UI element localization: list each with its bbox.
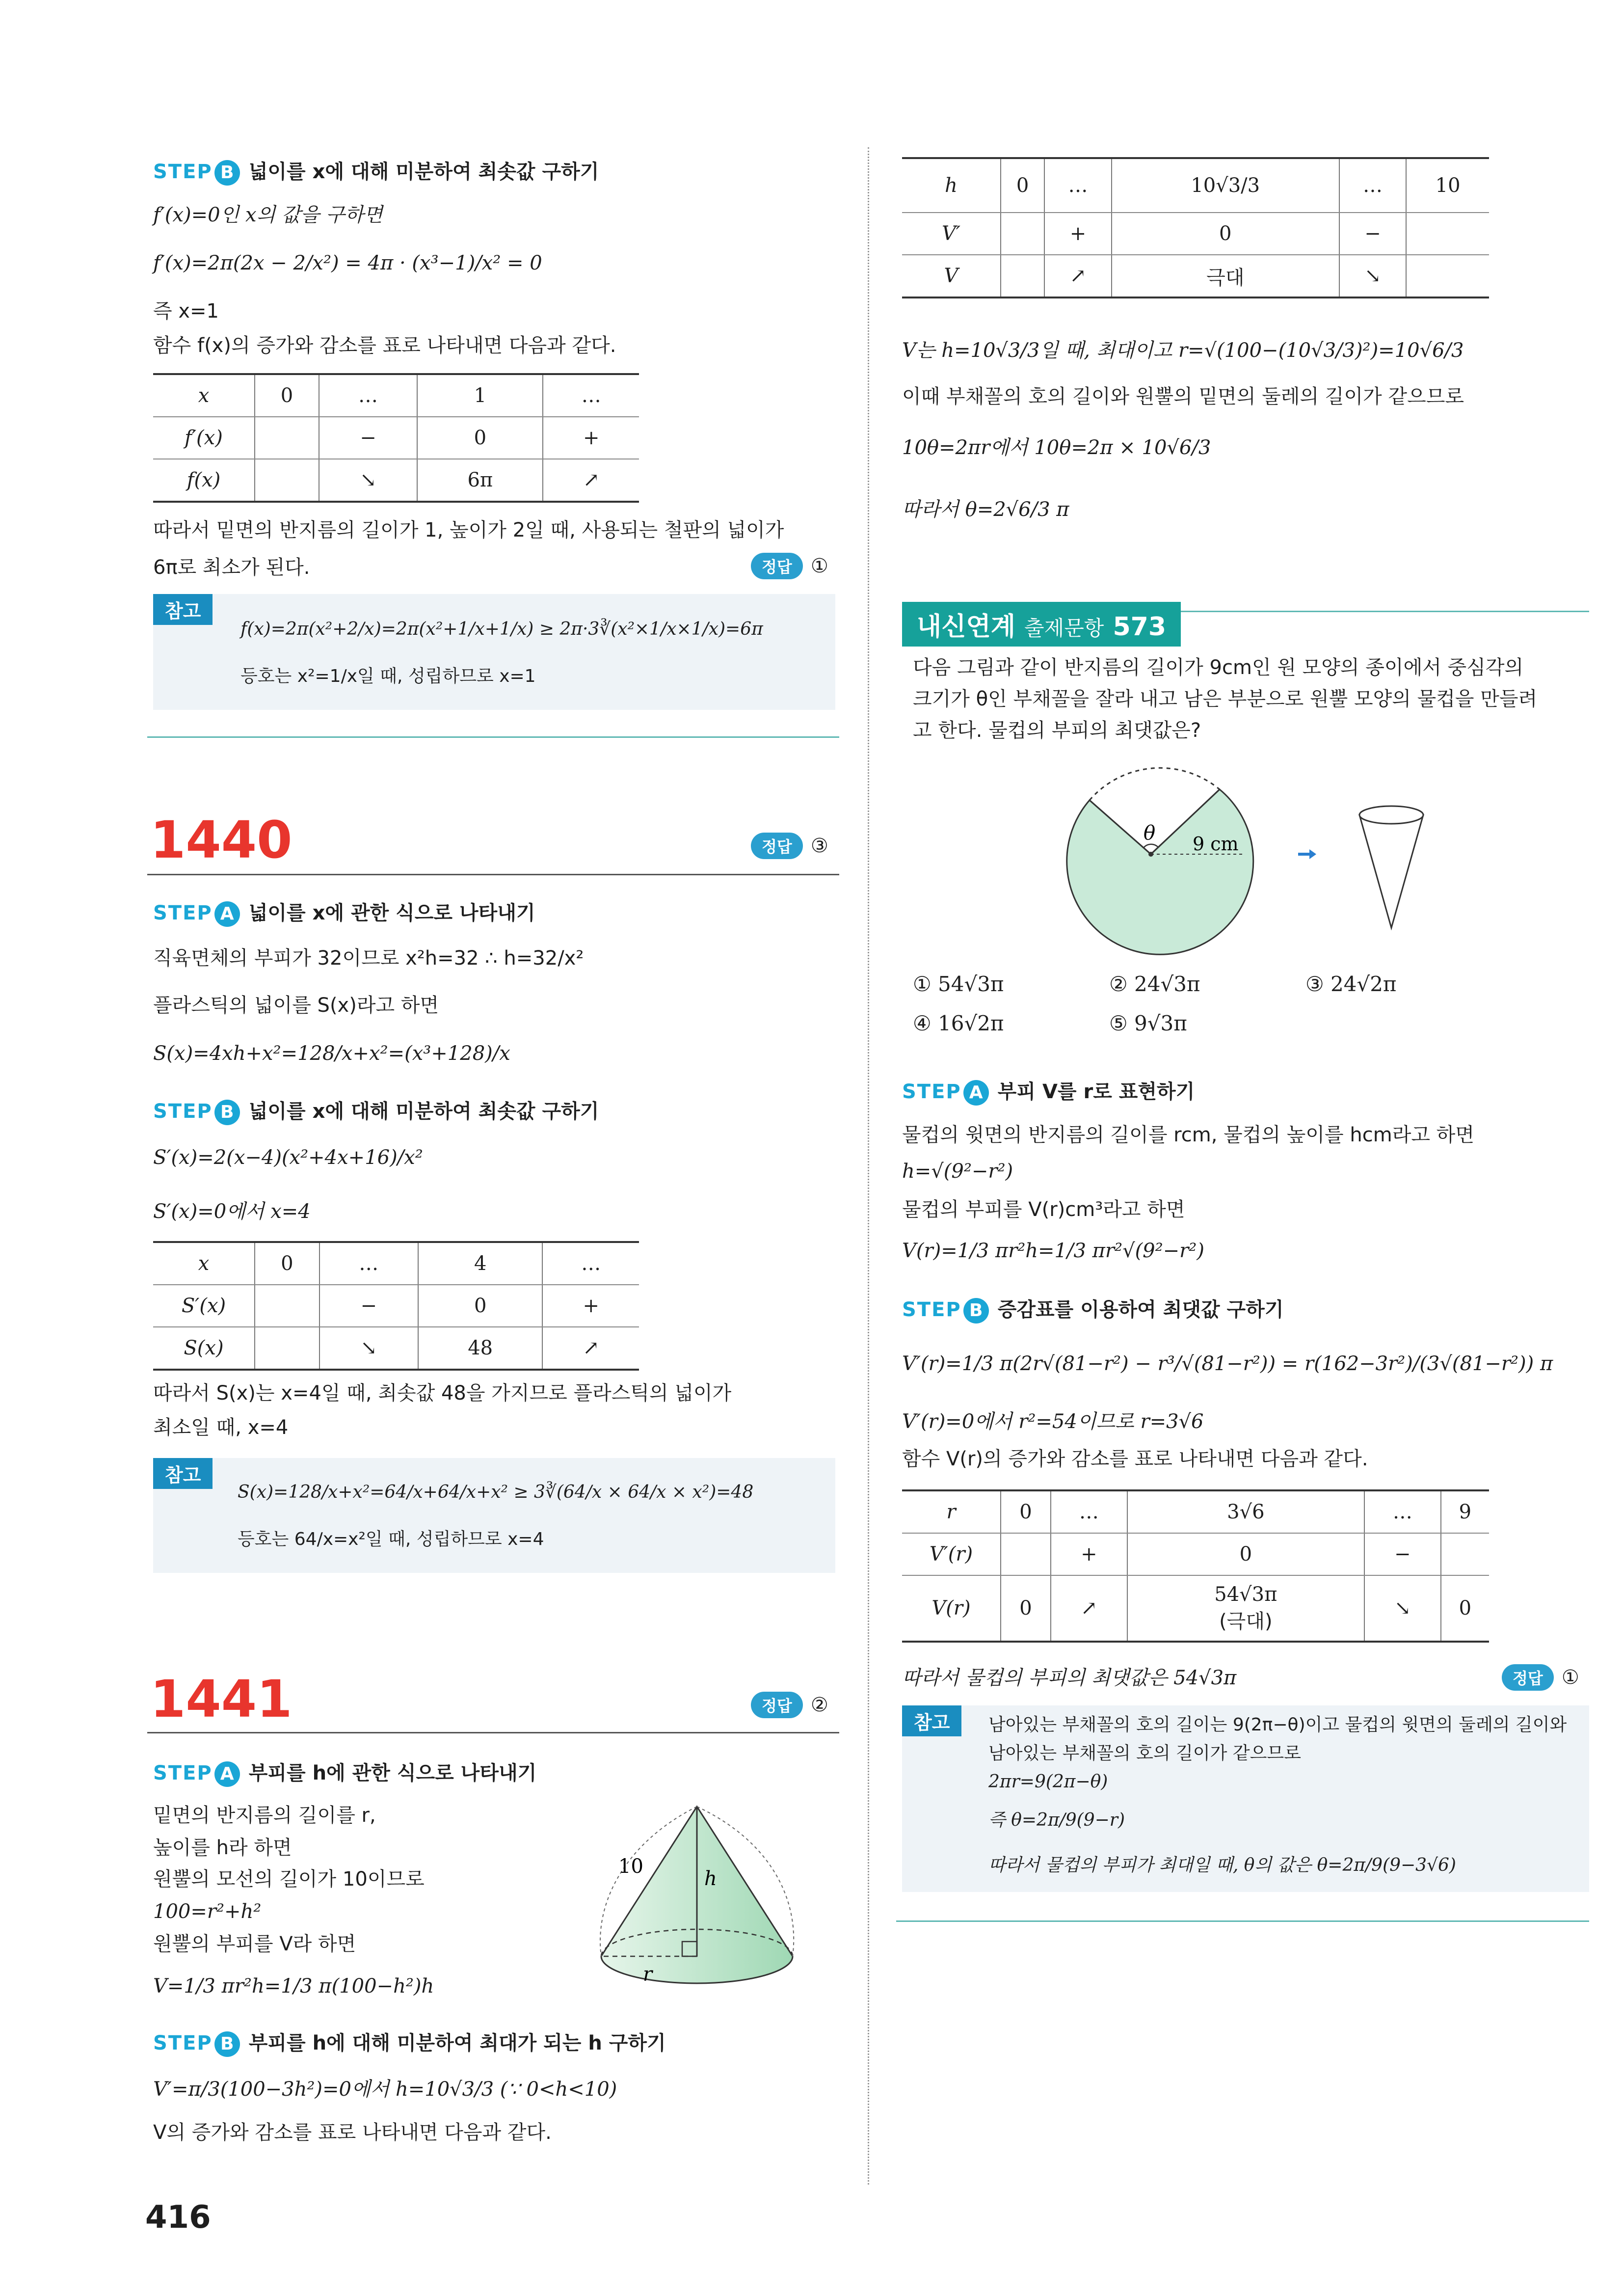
cone-cup-rim [1359,806,1423,824]
note-line: 남아있는 부채꼴의 호의 길이는 9(2π−θ)이고 물컵의 윗면의 둘레의 길이와 [988,1715,1567,1735]
cone-cup [1359,815,1423,928]
option-1[interactable]: ① 54√3π [913,972,1004,996]
step-b-heading: STEP B 넓이를 x에 대해 미분하여 최솟값 구하기 [153,156,599,186]
solution-line: 즉 x=1 [153,300,219,323]
radius-label: 9 cm [1193,833,1239,855]
conclusion-line: 따라서 물컵의 부피의 최댓값은 54√3π [902,1667,1237,1689]
theta-label: θ [1144,822,1156,844]
solution-line: 원뿔의 모선의 길이가 10이므로 [153,1868,425,1891]
solution-line: 높이를 h라 하면 [153,1837,292,1859]
answer-badge: 정답 ① [751,553,828,579]
solution-line: 100=r²+h² [153,1900,262,1923]
note-tag: 참고 [902,1705,961,1736]
note-box [153,594,835,710]
solution-line: V(r)=1/3 πr²h=1/3 πr²√(9²−r²) [902,1240,1204,1262]
solution-line: 플라스틱의 넓이를 S(x)라고 하면 [153,994,439,1017]
question-line: 고 한다. 물컵의 부피의 최댓값은? [913,719,1201,742]
solution-line: h=√(9²−r²) [902,1160,1013,1183]
note-tag: 참고 [153,1458,213,1489]
solution-line: S(x)=4xh+x²=128/x+x²=(x³+128)/x [153,1042,510,1065]
step-b-heading: STEP B 증감표를 이용하여 최댓값 구하기 [902,1294,1283,1324]
option-5[interactable]: ⑤ 9√3π [1109,1011,1187,1035]
remaining-sector [1067,789,1253,954]
angle-mark [1144,844,1158,848]
answer-badge: 정답 ③ [751,833,828,859]
section-divider [896,1920,1589,1922]
variation-table: r 0 … 3√6 … 9 V′(r) + 0 − V(r) 0 ↗ 54√3π (극대) ↘ 0 [902,1489,1489,1643]
reference-header: 내신연계 출제문항 573 [902,602,1181,647]
conclusion-line: 따라서 S(x)는 x=4일 때, 최솟값 48을 가지므로 플라스틱의 넓이가 [153,1382,732,1405]
note-line: 등호는 64/x=x²일 때, 성립하므로 x=4 [238,1529,544,1549]
conclusion-line: 최소일 때, x=4 [153,1416,289,1439]
question-line: 크기가 θ인 부채꼴을 잘라 내고 남은 부분으로 원뿔 모양의 물컵을 만들려 [913,688,1538,710]
solution-line: 10θ=2πr에서 10θ=2π × 10√6/3 [902,436,1211,459]
solution-line: 함수 V(r)의 증가와 감소를 표로 나타내면 다음과 같다. [902,1448,1368,1470]
solution-line: 물컵의 윗면의 반지름의 길이를 rcm, 물컵의 높이를 hcm라고 하면 [902,1124,1474,1146]
arrow-icon [1309,849,1316,859]
problem-rule [147,874,839,875]
variation-table: h 0 … 10√3/3 … 10 V′ + 0 − V ↗ 극대 ↘ [902,157,1489,298]
solution-line: V′(r)=1/3 π(2r√(81−r²) − r³/√(81−r²)) = r(162−3r²)/(3√(81−r²)) π [902,1352,1553,1375]
step-a-heading: STEP A 부피를 h에 관한 식으로 나타내기 [153,1757,536,1787]
note-line: S(x)=128/x+x²=64/x+64/x+x² ≥ 3∛(64/x × 64/x × x²)=48 [238,1482,754,1502]
problem-number: 1440 [150,810,293,870]
step-b-heading: STEP B 부피를 h에 대해 미분하여 최대가 되는 h 구하기 [153,2027,666,2057]
solution-line: S′(x)=0에서 x=4 [153,1200,311,1223]
answer-badge: 정답 ① [1502,1664,1579,1691]
section-divider [147,736,839,738]
note-line: f(x)=2π(x²+2/x)=2π(x²+1/x+1/x) ≥ 2π·3∛(x²×1/x×1/x)=6π [240,619,763,639]
answer-badge: 정답 ② [751,1692,828,1718]
page-number: 416 [145,2199,211,2236]
conclusion-line: 따라서 밑면의 반지름의 길이가 1, 높이가 2일 때, 사용되는 철판의 넓이가 [153,519,784,541]
question-line: 다음 그림과 같이 반지름의 길이가 9cm인 원 모양의 종이에서 중심각의 [913,656,1524,679]
height-label: h [704,1867,717,1890]
slant-label: 10 [618,1855,643,1878]
note-line: 따라서 물컵의 부피가 최대일 때, θ의 값은 θ=2π/9(9−3√6) [988,1855,1456,1875]
note-line: 등호는 x²=1/x일 때, 성립하므로 x=1 [240,666,536,686]
note-line: 남아있는 부채꼴의 호의 길이가 같으므로 [988,1743,1301,1763]
note-box [153,1458,835,1573]
step-a-heading: STEP A 부피 V를 r로 표현하기 [902,1076,1195,1106]
solution-line: f′(x)=0인 x의 값을 구하면 [153,204,383,226]
note-line: 즉 θ=2π/9(9−r) [988,1810,1125,1830]
option-2[interactable]: ② 24√3π [1109,972,1200,996]
solution-line: 따라서 θ=2√6/3 π [902,498,1069,521]
variation-table: x 0 … 4 … S′(x) − 0 + S(x) ↘ 48 ↗ [153,1241,639,1371]
solution-line: V는 h=10√3/3일 때, 최대이고 r=√(100−(10√3/3)²)=10√6/3 [902,339,1464,362]
option-3[interactable]: ③ 24√2π [1305,972,1397,996]
solution-line: 원뿔의 부피를 V라 하면 [153,1933,356,1955]
step-b-heading: STEP B 넓이를 x에 대해 미분하여 최솟값 구하기 [153,1096,599,1125]
step-a-heading: STEP A 넓이를 x에 관한 식으로 나타내기 [153,897,535,927]
solution-line: V의 증가와 감소를 표로 나타내면 다음과 같다. [153,2121,552,2144]
solution-line: V′=π/3(100−3h²)=0에서 h=10√3/3 (∵ 0<h<10) [153,2078,617,2101]
radius-label: r [643,1963,653,1986]
solution-line: 이때 부채꼴의 호의 길이와 원뿔의 밑면의 둘레의 길이가 같으므로 [902,385,1464,408]
solution-line: f′(x)=2π(2x − 2/x²) = 4π · (x³−1)/x² = 0 [153,252,542,274]
column-separator [868,147,869,2185]
solution-line: S′(x)=2(x−4)(x²+4x+16)/x² [153,1146,423,1169]
note-tag: 참고 [153,594,213,625]
note-line: 2πr=9(2π−θ) [988,1772,1108,1792]
solution-line: V=1/3 πr²h=1/3 π(100−h²)h [153,1975,434,1998]
solution-line: 함수 f(x)의 증가와 감소를 표로 나타내면 다음과 같다. [153,334,616,357]
solution-line: 물컵의 부피를 V(r)cm³라고 하면 [902,1198,1185,1221]
problem-number: 1441 [150,1669,293,1729]
cut-arc [1090,768,1220,800]
conclusion-line: 6π로 최소가 된다. [153,556,310,579]
cone-figure [584,1787,810,2013]
variation-table: x 0 … 1 … f′(x) − 0 + f(x) ↘ 6π ↗ [153,373,639,503]
problem-rule [147,1732,839,1733]
sector-figure [1045,756,1487,962]
solution-line: V′(r)=0에서 r²=54이므로 r=3√6 [902,1410,1204,1433]
option-4[interactable]: ④ 16√2π [913,1011,1004,1035]
solution-line: 밑면의 반지름의 길이를 r, [153,1804,376,1827]
solution-line: 직육면체의 부피가 32이므로 x²h=32 ∴ h=32/x² [153,947,584,970]
